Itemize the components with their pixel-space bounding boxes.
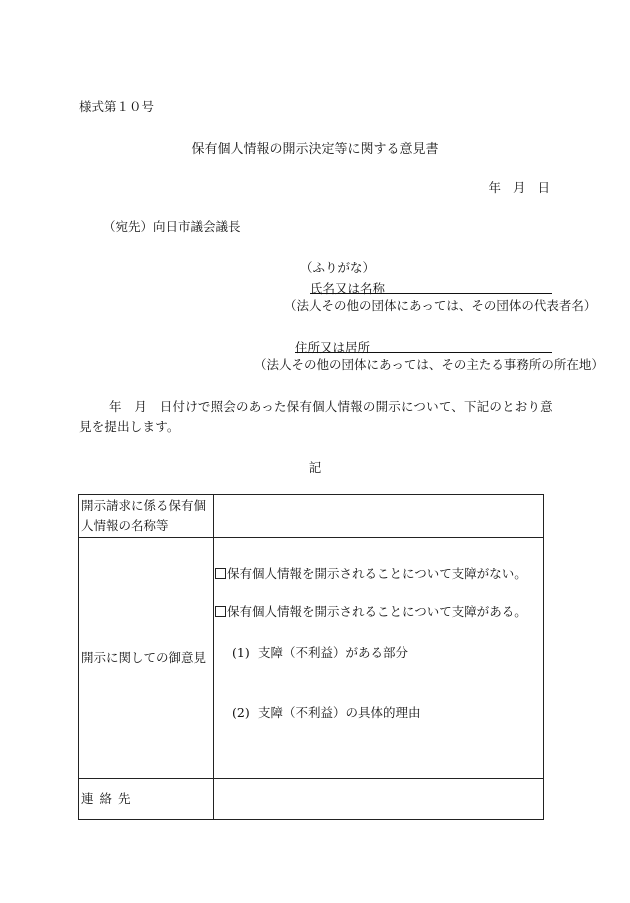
option-objection-text: 保有個人情報を開示されることについて支障がある。 (227, 604, 527, 619)
checkbox-icon[interactable] (215, 568, 226, 579)
table-row-opinion (79, 538, 544, 779)
sub-item-reason (232, 703, 421, 721)
sub-item-affected-part (232, 643, 408, 661)
body-paragraph: 年 月 日付けで照会のあった保有個人情報の開示について、下記のとおり意見を提出します。 (79, 399, 553, 434)
address-note: （法人その他の団体にあっては、その主たる事務所の所在地） (254, 357, 604, 372)
target-info-label: 開示請求に係る保有個人情報の名称等 (79, 495, 214, 538)
sub-item-number: (2) (232, 705, 250, 720)
ki-heading: 記 (308, 460, 322, 475)
checkbox-icon[interactable] (215, 606, 226, 617)
address-label: 住所又は居所 (295, 340, 371, 355)
target-info-field[interactable] (214, 495, 544, 538)
name-label: 氏名又は名称 (310, 281, 386, 296)
option-no-objection[interactable] (215, 564, 527, 582)
document-title: 保有個人情報の開示決定等に関する意見書 (191, 142, 439, 157)
option-no-objection-text: 保有個人情報を開示されることについて支障がない。 (227, 566, 527, 581)
table-row-contact (79, 779, 544, 820)
opinion-field (214, 538, 544, 779)
furigana-label: （ふりがな） (300, 260, 376, 275)
name-note: （法人その他の団体にあっては、その団体の代表者名） (284, 298, 597, 313)
sub-item-text: 支障（不利益）がある部分 (258, 645, 409, 660)
name-underline (310, 293, 552, 294)
sub-item-text: 支障（不利益）の具体的理由 (258, 705, 421, 720)
sub-item-number: (1) (232, 645, 250, 660)
table-row-target (79, 495, 544, 538)
contact-field[interactable] (214, 779, 544, 820)
opinion-label: 開示に関しての御意見 (79, 538, 214, 779)
contact-label: 連絡先 (79, 779, 214, 820)
address-underline (295, 352, 552, 353)
date-line: 年 月 日 (488, 180, 550, 195)
opinion-form-table (78, 494, 544, 820)
form-number: 様式第１０号 (79, 99, 155, 114)
addressee: （宛先）向日市議会議長 (103, 219, 241, 234)
option-objection[interactable] (215, 602, 527, 620)
